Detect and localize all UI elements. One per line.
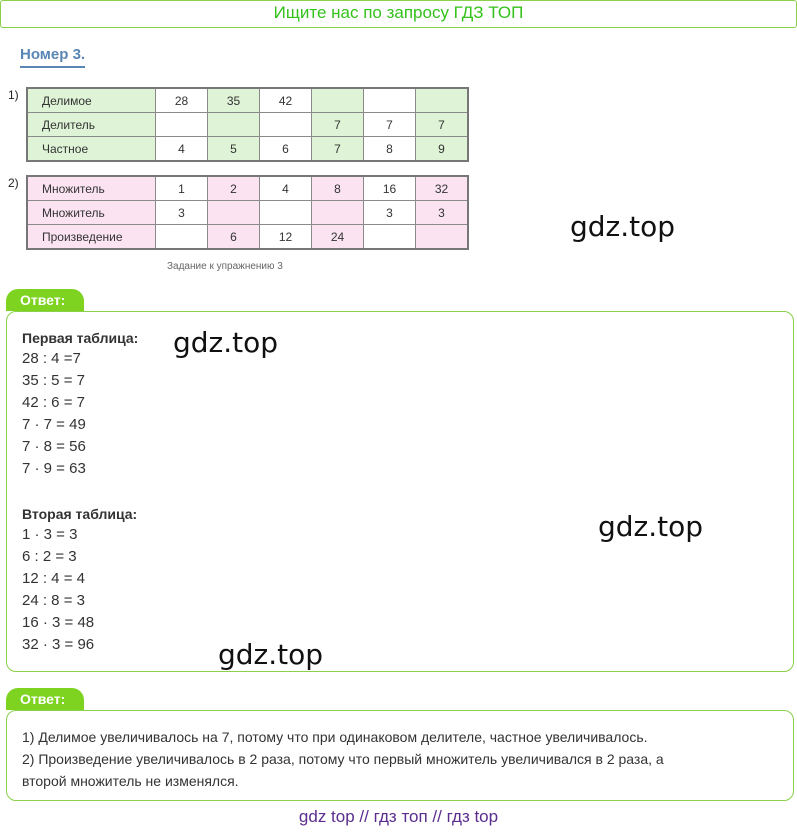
table-cell: 3 <box>416 201 469 225</box>
table-cell <box>416 225 469 250</box>
task-title: Номер 3. <box>20 46 85 68</box>
answer-line: 12 : 4 = 4 <box>22 570 85 587</box>
table-cell: 4 <box>156 137 208 162</box>
row-header: Множитель <box>27 176 156 201</box>
table-cell: 4 <box>260 176 312 201</box>
table-cell: 35 <box>208 88 260 113</box>
table-cell: 12 <box>260 225 312 250</box>
table-cell: 7 <box>312 137 364 162</box>
watermark: gdz.top <box>173 326 279 359</box>
table-cell <box>260 201 312 225</box>
answer-line: 1 · 3 = 3 <box>22 526 78 543</box>
table-cell: 3 <box>156 201 208 225</box>
answer-line: 16 · 3 = 48 <box>22 614 95 631</box>
table-cell: 3 <box>364 201 416 225</box>
answer-line: 7 · 8 = 56 <box>22 438 86 455</box>
answer-line: 35 : 5 = 7 <box>22 372 85 389</box>
table-division <box>26 87 469 162</box>
watermark: gdz.top <box>218 638 324 671</box>
row-header: Множитель <box>27 201 156 225</box>
table-cell: 6 <box>208 225 260 250</box>
row-header: Произведение <box>27 225 156 250</box>
answer-line: 2) Произведение увеличивалось в 2 раза, потому что первый множитель увеличивался в 2 раза, а <box>22 751 664 767</box>
answer-line: 42 : 6 = 7 <box>22 394 85 411</box>
answer-subheading: Первая таблица: <box>22 330 139 346</box>
table-cell <box>156 225 208 250</box>
table-row <box>27 176 468 201</box>
answer-tab: Ответ: <box>6 688 84 710</box>
table1-label: 1) <box>8 88 19 102</box>
table-cell: 8 <box>364 137 416 162</box>
table-cell: 8 <box>312 176 364 201</box>
row-header: Делитель <box>27 113 156 137</box>
table-cell <box>156 113 208 137</box>
table-cell <box>260 113 312 137</box>
search-banner: Ищите нас по запросу ГДЗ ТОП <box>0 0 797 28</box>
answer-line: 7 · 7 = 49 <box>22 416 86 433</box>
table-cell: 5 <box>208 137 260 162</box>
answer-line: 28 : 4 =7 <box>22 350 81 367</box>
table-cell: 32 <box>416 176 469 201</box>
table-cell <box>416 88 469 113</box>
table-row <box>27 225 468 250</box>
table-cell: 7 <box>312 113 364 137</box>
answer-line: 6 : 2 = 3 <box>22 548 77 565</box>
answer-subheading: Вторая таблица: <box>22 506 138 522</box>
table-caption: Задание к упражнению 3 <box>167 261 283 272</box>
table-cell: 7 <box>416 113 469 137</box>
table-row <box>27 137 468 162</box>
watermark: gdz.top <box>570 210 676 243</box>
answer-line: 7 · 9 = 63 <box>22 460 86 477</box>
footer-links[interactable]: gdz top // гдз топ // гдз top <box>298 807 499 826</box>
table-cell: 1 <box>156 176 208 201</box>
table-row <box>27 88 468 113</box>
answer-tab: Ответ: <box>6 289 84 311</box>
table-cell <box>312 88 364 113</box>
table2-label: 2) <box>8 176 19 190</box>
table-cell: 6 <box>260 137 312 162</box>
table-cell <box>364 225 416 250</box>
table-cell: 42 <box>260 88 312 113</box>
table-row <box>27 201 468 225</box>
table-cell: 24 <box>312 225 364 250</box>
table-cell <box>312 201 364 225</box>
answer-line: 32 · 3 = 96 <box>22 636 95 653</box>
answer-line: 1) Делимое увеличивалось на 7, потому что при одинаковом делителе, частное увеличивалось. <box>22 729 648 745</box>
table-row <box>27 113 468 137</box>
row-header: Частное <box>27 137 156 162</box>
watermark: gdz.top <box>598 510 704 543</box>
table-cell: 2 <box>208 176 260 201</box>
table-multiplication <box>26 175 469 250</box>
table-cell: 7 <box>364 113 416 137</box>
answer-box <box>6 311 794 672</box>
table-cell: 9 <box>416 137 469 162</box>
table-cell <box>364 88 416 113</box>
table-cell: 16 <box>364 176 416 201</box>
answer-line: второй множитель не изменялся. <box>22 773 239 789</box>
answer-box <box>6 710 794 801</box>
row-header: Делимое <box>27 88 156 113</box>
answer-line: 24 : 8 = 3 <box>22 592 85 609</box>
table-cell <box>208 201 260 225</box>
table-cell <box>208 113 260 137</box>
table-cell: 28 <box>156 88 208 113</box>
